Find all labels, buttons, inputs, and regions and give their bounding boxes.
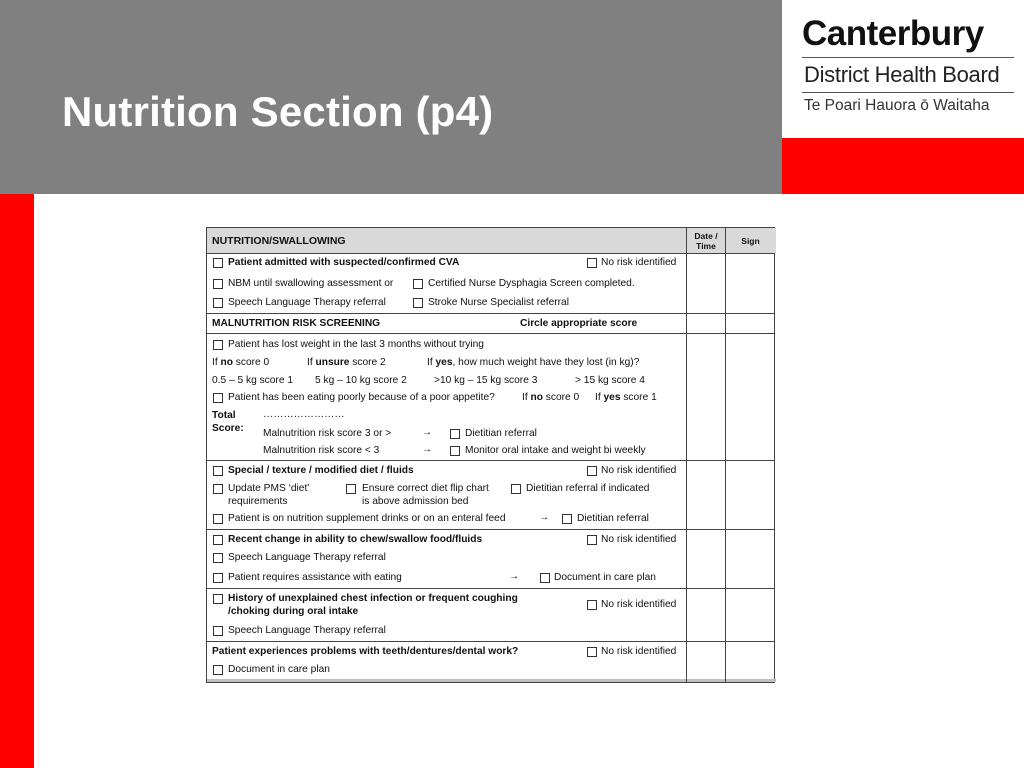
if-unsure-score <box>307 357 386 369</box>
col-divider-date <box>686 228 687 682</box>
if-unsure-suffix: score 2 <box>349 357 386 368</box>
supplement-dietitian-checkbox[interactable] <box>562 514 572 524</box>
total-score-field[interactable]: …………………… <box>263 409 345 420</box>
row-divider <box>207 641 774 642</box>
chew-slt-checkbox[interactable] <box>213 553 223 563</box>
sign-header: Sign <box>741 236 760 246</box>
col-divider-sign <box>725 228 726 682</box>
left-red-band <box>0 194 34 768</box>
slide-title: Nutrition Section (p4) <box>62 88 494 135</box>
row-divider <box>207 460 774 461</box>
kg-score-4: > 15 kg score 4 <box>575 375 645 386</box>
chest-no-risk-checkbox[interactable] <box>587 600 597 610</box>
chest-title-1: History of unexplained chest infection or frequent coughing <box>228 593 518 604</box>
chest-title-2: /choking during oral intake <box>228 606 359 617</box>
teeth-title: Patient experiences problems with teeth/dentures/dental work? <box>212 646 519 657</box>
dietitian-if-indicated-label: Dietitian referral if indicated <box>526 483 650 494</box>
row-divider <box>207 333 774 334</box>
form-title: NUTRITION/SWALLOWING <box>212 235 346 247</box>
date-time-header <box>687 231 725 251</box>
arrow-icon: → <box>539 512 550 523</box>
logo-divider <box>802 92 1014 93</box>
malnutrition-title: MALNUTRITION RISK SCREENING <box>212 318 381 329</box>
special-no-risk-checkbox[interactable] <box>587 466 597 476</box>
pa-no-keyword: no <box>530 392 543 403</box>
chest-slt-checkbox[interactable] <box>213 626 223 636</box>
arrow-icon: → <box>422 444 433 455</box>
row-divider <box>207 529 774 530</box>
monitor-label: Monitor oral intake and weight bi weekly <box>465 445 646 456</box>
special-no-risk-label: No risk identified <box>601 465 677 476</box>
chew-document-label: Document in care plan <box>554 572 656 583</box>
row-divider <box>207 253 774 254</box>
pa-no-score: score 0 <box>542 392 580 403</box>
logo-maori: Te Poari Hauora ō Waitaha <box>804 97 990 114</box>
circle-score-label: Circle appropriate score <box>520 318 638 329</box>
risk-3-label: Malnutrition risk score 3 or > <box>263 428 392 439</box>
teeth-document-label: Document in care plan <box>228 664 330 675</box>
cva-no-risk-checkbox[interactable] <box>587 258 597 268</box>
total-score-label-2: Score: <box>212 423 244 434</box>
teeth-no-risk-checkbox[interactable] <box>587 647 597 657</box>
certified-checkbox[interactable] <box>413 279 423 289</box>
cva-no-risk-label: No risk identified <box>601 257 677 268</box>
stroke-nurse-checkbox[interactable] <box>413 298 423 308</box>
stroke-nurse-label: Stroke Nurse Specialist referral <box>428 297 569 308</box>
pa-yes-keyword: yes <box>603 392 621 403</box>
nbm-checkbox[interactable] <box>213 279 223 289</box>
logo <box>782 0 1024 138</box>
row-divider <box>207 588 774 589</box>
pa-no-prefix: If <box>522 392 531 403</box>
cva-slt-checkbox[interactable] <box>213 298 223 308</box>
ensure-flip-chart-label-1: Ensure correct diet flip chart <box>362 483 489 494</box>
if-no-prefix: If <box>212 357 221 368</box>
update-pms-label-2: requirements <box>228 496 288 507</box>
if-yes-weight <box>427 357 639 369</box>
risk-lt3-label: Malnutrition risk score < 3 <box>263 445 380 456</box>
poor-appetite-yes-score <box>595 392 657 404</box>
logo-red-band <box>782 138 1024 194</box>
cva-checkbox[interactable] <box>213 258 223 268</box>
if-no-score <box>212 357 269 369</box>
special-diet-title: Special / texture / modified diet / fluids <box>228 465 414 476</box>
lost-weight-label: Patient has lost weight in the last 3 months without trying <box>228 339 484 350</box>
logo-name: Canterbury <box>802 14 984 53</box>
cva-slt-label: Speech Language Therapy referral <box>228 297 386 308</box>
arrow-icon: → <box>422 427 433 438</box>
poor-appetite-label: Patient has been eating poorly because of a poor appetite? <box>228 392 495 403</box>
chew-no-risk-label: No risk identified <box>601 534 677 545</box>
if-unsure-keyword: unsure <box>315 357 350 368</box>
ensure-flip-chart-label-2: is above admission bed <box>362 496 469 507</box>
chest-infection-checkbox[interactable] <box>213 594 223 604</box>
pa-yes-prefix: If <box>595 392 604 403</box>
supplement-label: Patient is on nutrition supplement drinks or on an enteral feed <box>228 513 506 524</box>
date-time-header-line2: Time <box>696 241 716 251</box>
update-pms-checkbox[interactable] <box>213 484 223 494</box>
nbm-label: NBM until swallowing assessment or <box>228 278 394 289</box>
dietitian-if-indicated-checkbox[interactable] <box>511 484 521 494</box>
risk-dietitian-label: Dietitian referral <box>465 428 537 439</box>
chew-no-risk-checkbox[interactable] <box>587 535 597 545</box>
certified-label: Certified Nurse Dysphagia Screen completed. <box>428 278 635 289</box>
cva-title: Patient admitted with suspected/confirmed CVA <box>228 257 460 268</box>
special-diet-checkbox[interactable] <box>213 466 223 476</box>
if-yes-suffix: , how much weight have they lost (in kg)? <box>452 357 640 368</box>
assist-eating-checkbox[interactable] <box>213 573 223 583</box>
assist-eating-label: Patient requires assistance with eating <box>228 572 402 583</box>
risk-dietitian-checkbox[interactable] <box>450 429 460 439</box>
if-yes-keyword: yes <box>435 357 453 368</box>
arrow-icon: → <box>509 571 520 582</box>
teeth-no-risk-label: No risk identified <box>601 646 677 657</box>
poor-appetite-no-score <box>522 392 579 404</box>
update-pms-label-1: Update PMS ‘diet’ <box>228 483 310 494</box>
chew-title: Recent change in ability to chew/swallow food/fluids <box>228 534 483 545</box>
supplement-dietitian-label: Dietitian referral <box>577 513 649 524</box>
poor-appetite-checkbox[interactable] <box>213 393 223 403</box>
if-yes-prefix: If <box>427 357 436 368</box>
kg-score-2: 5 kg – 10 kg score 2 <box>315 375 407 386</box>
if-unsure-prefix: If <box>307 357 316 368</box>
ensure-flip-chart-checkbox[interactable] <box>346 484 356 494</box>
if-no-suffix: score 0 <box>232 357 270 368</box>
date-time-header-line1: Date / <box>694 231 718 241</box>
chew-document-checkbox[interactable] <box>540 573 550 583</box>
pa-yes-score: score 1 <box>620 392 657 403</box>
nutrition-form <box>206 227 775 683</box>
chew-slt-label: Speech Language Therapy referral <box>228 552 386 563</box>
form-footer-shade <box>207 679 776 682</box>
logo-board: District Health Board <box>804 62 1000 87</box>
kg-score-3: >10 kg – 15 kg score 3 <box>434 375 538 386</box>
total-score-label-1: Total <box>212 410 236 421</box>
monitor-checkbox[interactable] <box>450 446 460 456</box>
kg-score-1: 0.5 – 5 kg score 1 <box>212 375 293 386</box>
lost-weight-checkbox[interactable] <box>213 340 223 350</box>
chest-no-risk-label: No risk identified <box>601 599 677 610</box>
logo-divider <box>802 57 1014 58</box>
supplement-checkbox[interactable] <box>213 514 223 524</box>
row-divider <box>207 313 774 314</box>
chest-slt-label: Speech Language Therapy referral <box>228 625 386 636</box>
teeth-document-checkbox[interactable] <box>213 665 223 675</box>
chew-checkbox[interactable] <box>213 535 223 545</box>
if-no-keyword: no <box>220 357 233 368</box>
